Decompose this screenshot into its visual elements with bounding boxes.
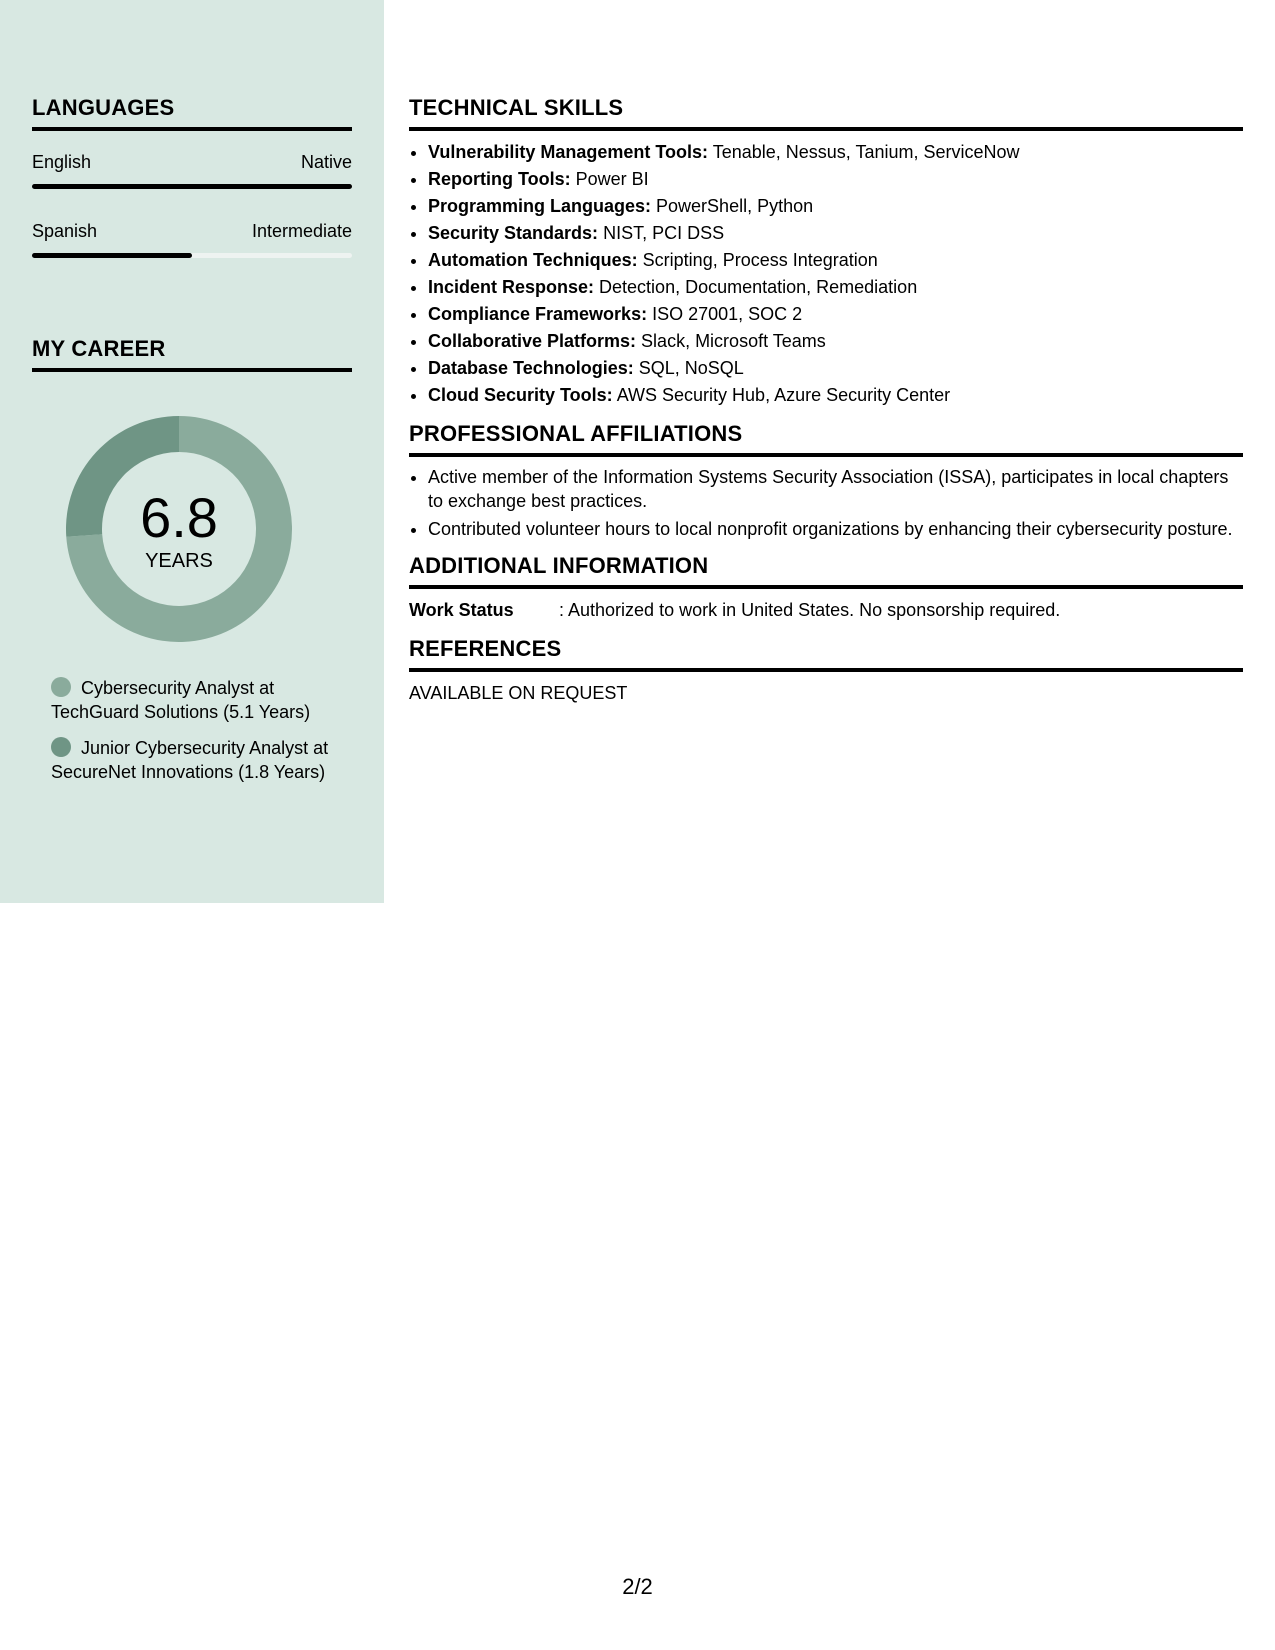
skill-value: ISO 27001, SOC 2 [647,304,803,324]
skill-label: Programming Languages: [428,196,652,216]
skill-item [428,301,1243,328]
skill-label: Vulnerability Management Tools: [428,142,709,162]
affiliations-title: PROFESSIONAL AFFILIATIONS [409,421,1243,457]
career-total-value: 6.8 [140,486,218,549]
language-proficiency-bar [32,253,352,258]
skill-item [428,274,1243,301]
technical-skills-title: TECHNICAL SKILLS [409,95,1243,131]
skill-item [428,220,1243,247]
skill-value: SQL, NoSQL [633,358,744,378]
skill-label: Reporting Tools: [428,169,571,189]
sidebar [0,0,384,903]
career-legend [51,676,341,796]
skill-item [428,382,1243,409]
references-title: REFERENCES [409,636,1243,672]
skill-label: Collaborative Platforms: [428,331,637,351]
affiliation-item: • Contributed volunteer hours to local nonprofit organizations by enhancing their cybersecurity posture. [428,517,1243,541]
additional-info-title: ADDITIONAL INFORMATION [409,553,1243,589]
skill-value: NIST, PCI DSS [598,223,725,243]
legend-dot-icon [51,677,71,697]
skill-value: Slack, Microsoft Teams [636,331,826,351]
additional-info-section [409,553,1243,624]
skill-label: Security Standards: [428,223,599,243]
skill-item [428,193,1243,220]
language-name: Spanish [32,221,98,241]
skill-value: Tenable, Nessus, Tanium, ServiceNow [708,142,1020,162]
technical-skills-section [409,95,1243,409]
career-legend-item [51,736,341,784]
skill-value: AWS Security Hub, Azure Security Center [612,385,951,405]
affiliations-list [409,465,1243,541]
skill-value: Detection, Documentation, Remediation [594,277,918,297]
skill-value: Power BI [570,169,649,189]
references-text: AVAILABLE ON REQUEST [409,683,628,703]
language-proficiency-fill [32,253,192,258]
skill-value: Scripting, Process Integration [637,250,878,270]
page-number: 2/2 [622,1574,653,1599]
career-legend-item [51,676,341,724]
language-proficiency-bar [32,184,352,189]
skill-item [428,355,1243,382]
languages-title: LANGUAGES [32,95,352,131]
skill-item [428,247,1243,274]
career-donut-chart [66,416,292,642]
affiliation-item: • Active member of the Information Systems Security Association (ISSA), participates in local chapters to exchange best practices. [428,465,1243,513]
work-status-row [409,597,1243,624]
language-proficiency-fill [32,184,352,189]
skill-value: PowerShell, Python [651,196,814,216]
skill-label: Compliance Frameworks: [428,304,648,324]
language-name: English [32,152,92,172]
language-level: Native [300,152,352,172]
career-role-label: Junior Cybersecurity Analyst at SecureNet Innovations (1.8 Years) [51,738,329,782]
work-status-value: : Authorized to work in United States. No sponsorship required. [559,600,1061,620]
affiliations-section [409,421,1243,541]
career-title: MY CAREER [32,336,352,372]
career-total-unit: YEARS [145,550,213,572]
skill-item [428,139,1243,166]
skill-item [428,166,1243,193]
career-role-label: Cybersecurity Analyst at TechGuard Solutions (5.1 Years) [51,678,311,722]
skill-item [428,328,1243,355]
legend-dot-icon [51,737,71,757]
skill-label: Automation Techniques: [428,250,638,270]
work-status-label: Work Status [409,600,514,620]
main-content [409,95,1243,719]
technical-skills-list [409,139,1243,409]
skill-label: Incident Response: [428,277,595,297]
language-level: Intermediate [251,221,352,241]
skill-label: Database Technologies: [428,358,634,378]
references-section [409,636,1243,707]
skill-label: Cloud Security Tools: [428,385,613,405]
